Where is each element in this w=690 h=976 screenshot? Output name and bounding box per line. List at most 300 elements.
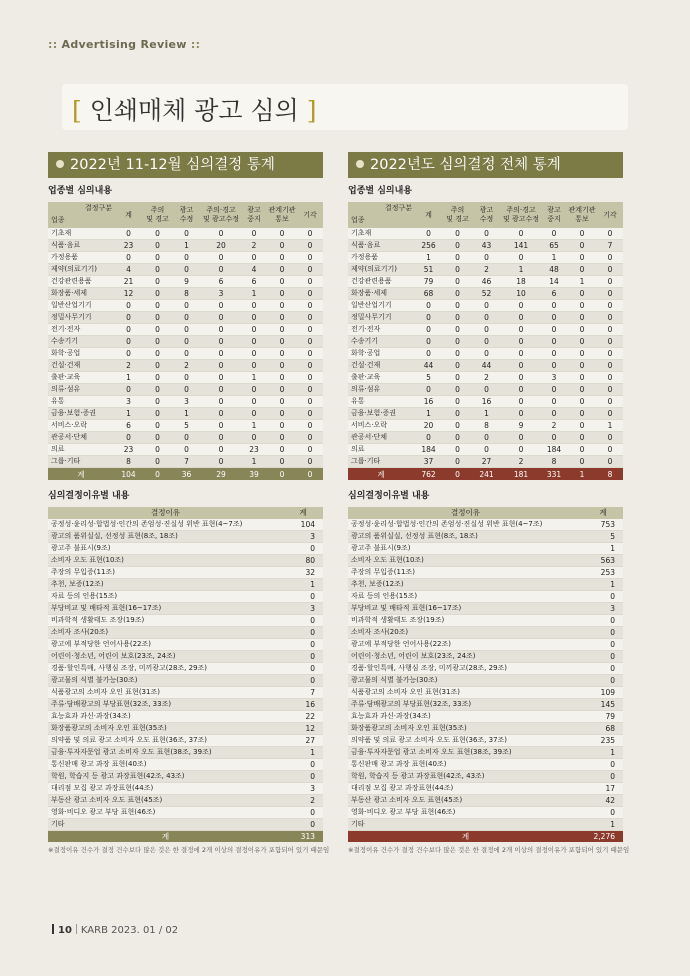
column-header: 주의·경고 및 광고수정	[201, 202, 241, 228]
cell-value: 0	[597, 456, 623, 468]
cell-value: 0	[241, 360, 267, 372]
reason-label: 화장품광고의 소비자 오인 표현(35조)	[48, 723, 283, 735]
table-row	[348, 555, 623, 567]
cell-value: 1	[501, 264, 541, 276]
table-row	[48, 735, 323, 747]
cell-value: 0	[143, 408, 172, 420]
reason-label: 추천, 보증(12조)	[348, 579, 583, 591]
reason-count: 0	[583, 807, 623, 819]
reason-label: 공정성·윤리성·합법성·인간의 존엄성·진실성 위반 표현(4~7조)	[348, 519, 583, 531]
row-label: 유통	[348, 396, 414, 408]
cell-value: 20	[414, 420, 443, 432]
row-label: 제약(의료기기)	[48, 264, 114, 276]
total-label: 계	[48, 831, 283, 843]
cell-value: 21	[114, 276, 143, 288]
cell-value: 3	[114, 396, 143, 408]
reason-count: 0	[283, 615, 323, 627]
row-label: 건강관련용품	[348, 276, 414, 288]
cell-value: 0	[241, 348, 267, 360]
table-row	[48, 795, 323, 807]
cell-value: 20	[201, 240, 241, 252]
reason-label: 대리점 모집 광고 과장표현(44조)	[348, 783, 583, 795]
reason-count: 753	[583, 519, 623, 531]
corner-top: 결정구분	[384, 204, 412, 212]
table-row	[348, 699, 623, 711]
cell-value: 0	[414, 228, 443, 240]
industry-table	[48, 202, 323, 480]
reason-header: 결정이유	[348, 507, 583, 519]
corner-bottom: 업종	[51, 216, 65, 224]
cell-value: 0	[201, 324, 241, 336]
cell-value: 0	[114, 432, 143, 444]
table-row	[48, 747, 323, 759]
cell-value: 0	[597, 312, 623, 324]
cell-value: 0	[472, 348, 501, 360]
cell-value: 1	[597, 420, 623, 432]
cell-value: 23	[114, 240, 143, 252]
reason-count: 0	[283, 663, 323, 675]
reason-label: 소비자 오도 표현(10조)	[48, 555, 283, 567]
cell-value: 37	[414, 456, 443, 468]
table-row	[48, 591, 323, 603]
reason-label: 화장품광고의 소비자 오인 표현(35조)	[348, 723, 583, 735]
cell-value: 0	[143, 324, 172, 336]
cell-value: 18	[501, 276, 541, 288]
cell-value: 0	[443, 312, 472, 324]
cell-value: 0	[597, 432, 623, 444]
cell-value: 1	[472, 408, 501, 420]
cell-value: 0	[541, 408, 567, 420]
footnote: ※결정이유 건수가 결정 건수보다 많은 것은 한 결정에 2개 이상의 결정이유가 포함되어 있기 때문임	[48, 846, 330, 855]
cell-value: 0	[172, 384, 201, 396]
table-row	[348, 348, 623, 360]
cell-value: 0	[567, 372, 597, 384]
reason-label: 의약품 및 의료 광고 소비자 오도 표현(36조, 37조)	[48, 735, 283, 747]
cell-value: 2	[541, 420, 567, 432]
reason-label: 광고에 부적당한 언어사용(22조)	[348, 639, 583, 651]
cell-value: 0	[597, 276, 623, 288]
cell-value: 0	[541, 432, 567, 444]
reason-label: 통신판매 광고 과장 표현(40조)	[348, 759, 583, 771]
reason-count: 22	[283, 711, 323, 723]
dots-right: ::	[190, 38, 201, 51]
reason-label: 식품광고의 소비자 오인 표현(31조)	[48, 687, 283, 699]
industry-table	[348, 202, 623, 480]
table-row	[348, 531, 623, 543]
table-row	[348, 324, 623, 336]
cell-value: 8	[541, 456, 567, 468]
reason-table-title: 심의결정이유별 내용	[348, 490, 430, 501]
row-label: 건설·건재	[48, 360, 114, 372]
count-header: 계	[583, 507, 623, 519]
table-row	[348, 795, 623, 807]
row-label: 화장품·세제	[348, 288, 414, 300]
cell-value: 0	[501, 300, 541, 312]
reason-count: 0	[583, 771, 623, 783]
cell-value: 2	[472, 264, 501, 276]
total-value: 241	[472, 468, 501, 480]
reason-label: 학원, 학습지 등 광고 과장표현(42조, 43조)	[48, 771, 283, 783]
table-row	[348, 627, 623, 639]
cell-value: 0	[267, 348, 297, 360]
cell-value: 0	[443, 264, 472, 276]
reason-count: 253	[583, 567, 623, 579]
table-row	[48, 324, 323, 336]
row-label: 그룹·기타	[48, 456, 114, 468]
cell-value: 0	[241, 396, 267, 408]
table-row	[348, 759, 623, 771]
cell-value: 0	[241, 408, 267, 420]
cell-value: 23	[241, 444, 267, 456]
cell-value: 44	[414, 360, 443, 372]
cell-value: 0	[114, 336, 143, 348]
right-column	[348, 152, 630, 855]
cell-value: 0	[443, 276, 472, 288]
corner-bottom: 업종	[351, 216, 365, 224]
cell-value: 0	[267, 372, 297, 384]
table-row	[348, 360, 623, 372]
cell-value: 0	[143, 444, 172, 456]
total-value: 2,276	[583, 831, 623, 843]
table-row	[48, 807, 323, 819]
cell-value: 0	[172, 312, 201, 324]
table-row	[48, 264, 323, 276]
total-value: 762	[414, 468, 443, 480]
cell-value: 0	[443, 444, 472, 456]
cell-value: 0	[172, 324, 201, 336]
table-row	[48, 240, 323, 252]
cell-value: 0	[143, 396, 172, 408]
cell-value: 0	[414, 300, 443, 312]
cell-value: 0	[443, 240, 472, 252]
cell-value: 0	[172, 336, 201, 348]
cell-value: 4	[114, 264, 143, 276]
table-row	[348, 747, 623, 759]
cell-value: 0	[241, 384, 267, 396]
cell-value: 0	[267, 276, 297, 288]
cell-value: 0	[114, 312, 143, 324]
row-label: 일반산업기기	[48, 300, 114, 312]
reason-count: 0	[583, 591, 623, 603]
table-row	[348, 819, 623, 831]
cell-value: 0	[472, 384, 501, 396]
cell-value: 0	[241, 252, 267, 264]
cell-value: 1	[241, 420, 267, 432]
reason-label: 금융·투자자문업 광고 소비자 오도 표현(38조, 39조)	[348, 747, 583, 759]
cell-value: 141	[501, 240, 541, 252]
cell-value: 0	[172, 228, 201, 240]
cell-value: 0	[501, 444, 541, 456]
cell-value: 0	[414, 324, 443, 336]
cell-value: 0	[443, 336, 472, 348]
cell-value: 0	[114, 228, 143, 240]
cell-value: 8	[172, 288, 201, 300]
cell-value: 0	[501, 252, 541, 264]
table-row	[348, 663, 623, 675]
reason-label: 통신판매 광고 과장 표현(40조)	[48, 759, 283, 771]
table-row	[348, 432, 623, 444]
reason-count: 3	[283, 783, 323, 795]
reason-count: 0	[283, 627, 323, 639]
reason-label: 주장의 무입증(11조)	[348, 567, 583, 579]
reason-count: 5	[583, 531, 623, 543]
cell-value: 8	[114, 456, 143, 468]
cell-value: 0	[501, 336, 541, 348]
cell-value: 0	[267, 252, 297, 264]
cell-value: 0	[443, 324, 472, 336]
cell-value: 79	[414, 276, 443, 288]
cell-value: 0	[172, 372, 201, 384]
table-row	[348, 240, 623, 252]
cell-value: 0	[172, 348, 201, 360]
left-section-title: 2022년 11-12월 심의결정 통계	[70, 157, 275, 173]
row-label: 그룹·기타	[348, 456, 414, 468]
cell-value: 0	[567, 384, 597, 396]
row-label: 기초재	[48, 228, 114, 240]
cell-value: 0	[472, 336, 501, 348]
row-label: 가정용품	[48, 252, 114, 264]
reason-label: 경품·할인특매, 사행심 조장, 미끼광고(28조, 29조)	[348, 663, 583, 675]
total-value: 104	[114, 468, 143, 480]
reason-count: 3	[283, 531, 323, 543]
cell-value: 0	[297, 408, 323, 420]
cell-value: 0	[472, 324, 501, 336]
reason-count: 79	[583, 711, 623, 723]
cell-value: 0	[297, 312, 323, 324]
reason-count: 0	[283, 819, 323, 831]
cell-value: 0	[541, 348, 567, 360]
cell-value: 0	[297, 324, 323, 336]
bullet-icon	[56, 160, 64, 168]
reason-label: 경품·할인특매, 사행심 조장, 미끼광고(28조, 29조)	[48, 663, 283, 675]
cell-value: 9	[172, 276, 201, 288]
reason-count: 17	[583, 783, 623, 795]
cell-value: 0	[297, 372, 323, 384]
cell-value: 0	[501, 384, 541, 396]
row-label: 화학·공업	[48, 348, 114, 360]
cell-value: 0	[201, 360, 241, 372]
table-row	[348, 651, 623, 663]
total-value: 36	[172, 468, 201, 480]
cell-value: 0	[267, 384, 297, 396]
table-row	[348, 783, 623, 795]
table-row	[48, 615, 323, 627]
table-row	[348, 384, 623, 396]
cell-value: 0	[267, 300, 297, 312]
reason-label: 추천, 보증(12조)	[48, 579, 283, 591]
cell-value: 0	[143, 312, 172, 324]
table-row	[348, 675, 623, 687]
reason-label: 소비자 조사(20조)	[48, 627, 283, 639]
cell-value: 0	[267, 312, 297, 324]
table-row	[348, 615, 623, 627]
cell-value: 0	[267, 408, 297, 420]
cell-value: 0	[297, 264, 323, 276]
table-row	[48, 567, 323, 579]
column-header: 기각	[597, 202, 623, 228]
cell-value: 0	[443, 384, 472, 396]
reason-table-title: 심의결정이유별 내용	[48, 490, 130, 501]
reason-table	[348, 507, 623, 843]
row-label: 화학·공업	[348, 348, 414, 360]
total-value: 0	[443, 468, 472, 480]
cell-value: 1	[172, 240, 201, 252]
cell-value: 1	[567, 276, 597, 288]
table-row	[348, 444, 623, 456]
cell-value: 0	[597, 348, 623, 360]
cell-value: 0	[597, 396, 623, 408]
cell-value: 0	[267, 444, 297, 456]
column-header: 관계기관 통보	[567, 202, 597, 228]
page-title	[72, 91, 317, 127]
table-row	[48, 543, 323, 555]
cell-value: 0	[143, 336, 172, 348]
table-row	[48, 288, 323, 300]
table-row	[48, 276, 323, 288]
table-row	[348, 228, 623, 240]
reason-label: 학원, 학습지 등 광고 과장표현(42조, 43조)	[348, 771, 583, 783]
cell-value: 184	[541, 444, 567, 456]
count-header: 계	[283, 507, 323, 519]
cell-value: 0	[172, 300, 201, 312]
cell-value: 0	[443, 228, 472, 240]
reason-label: 광고주 불표시(9조)	[48, 543, 283, 555]
cell-value: 0	[597, 288, 623, 300]
table-row	[348, 711, 623, 723]
table-row	[48, 639, 323, 651]
cell-value: 0	[267, 240, 297, 252]
cell-value: 43	[472, 240, 501, 252]
reason-label: 어린이·청소년, 어린이 보호(23조, 24조)	[348, 651, 583, 663]
reason-label: 비과학적 생활태도 조장(19조)	[348, 615, 583, 627]
row-label: 관공서·단체	[48, 432, 114, 444]
cell-value: 0	[201, 384, 241, 396]
cell-value: 0	[443, 408, 472, 420]
reason-count: 145	[583, 699, 623, 711]
cell-value: 16	[472, 396, 501, 408]
reason-label: 어린이·청소년, 어린이 보호(23조, 24조)	[48, 651, 283, 663]
cell-value: 1	[241, 456, 267, 468]
section-name: Advertising Review	[61, 38, 187, 51]
cell-value: 0	[414, 348, 443, 360]
reason-count: 0	[283, 675, 323, 687]
cell-value: 0	[267, 324, 297, 336]
cell-value: 4	[241, 264, 267, 276]
cell-value: 184	[414, 444, 443, 456]
cell-value: 51	[414, 264, 443, 276]
table-row	[348, 336, 623, 348]
cell-value: 16	[414, 396, 443, 408]
industry-table-title: 업종별 심의내용	[348, 186, 412, 196]
cell-value: 0	[143, 252, 172, 264]
cell-value: 0	[597, 444, 623, 456]
table-row	[348, 543, 623, 555]
row-label: 정밀사무기기	[348, 312, 414, 324]
corner-header	[348, 202, 414, 228]
industry-table-title: 업종별 심의내용	[48, 186, 112, 196]
cell-value: 0	[297, 276, 323, 288]
cell-value: 0	[143, 276, 172, 288]
table-row	[48, 336, 323, 348]
row-label: 출판·교육	[48, 372, 114, 384]
reason-count: 0	[283, 639, 323, 651]
reason-label: 소비자 조사(20조)	[348, 627, 583, 639]
column-header: 광고 수정	[172, 202, 201, 228]
cell-value: 0	[567, 420, 597, 432]
cell-value: 0	[297, 396, 323, 408]
cell-value: 6	[241, 276, 267, 288]
cell-value: 0	[267, 360, 297, 372]
table-row	[48, 456, 323, 468]
reason-count: 0	[283, 759, 323, 771]
column-header: 광고 수정	[472, 202, 501, 228]
table-row	[48, 531, 323, 543]
cell-value: 0	[143, 300, 172, 312]
corner-top: 결정구분	[84, 204, 112, 212]
row-label: 화장품·세제	[48, 288, 114, 300]
cell-value: 0	[501, 312, 541, 324]
row-label: 전기·전자	[348, 324, 414, 336]
cell-value: 0	[297, 420, 323, 432]
table-row	[48, 300, 323, 312]
cell-value: 0	[143, 348, 172, 360]
cell-value: 0	[567, 360, 597, 372]
cell-value: 1	[114, 372, 143, 384]
cell-value: 0	[172, 252, 201, 264]
section-label	[48, 38, 200, 51]
reason-count: 235	[583, 735, 623, 747]
row-label: 건강관련용품	[48, 276, 114, 288]
reason-label: 광고에 부적당한 언어사용(22조)	[48, 639, 283, 651]
reason-label: 의약품 및 의료 광고 소비자 오도 표현(36조, 37조)	[348, 735, 583, 747]
cell-value: 0	[501, 396, 541, 408]
cell-value: 0	[472, 444, 501, 456]
cell-value: 1	[414, 252, 443, 264]
cell-value: 0	[597, 252, 623, 264]
total-row	[348, 831, 623, 843]
row-label: 식품·음료	[48, 240, 114, 252]
reason-count: 27	[283, 735, 323, 747]
left-column	[48, 152, 330, 855]
row-label: 관공서·단체	[348, 432, 414, 444]
cell-value: 6	[201, 276, 241, 288]
cell-value: 0	[597, 324, 623, 336]
reason-label: 영화·비디오 광고 부당 표현(46조)	[48, 807, 283, 819]
cell-value: 27	[472, 456, 501, 468]
reason-count: 0	[583, 651, 623, 663]
cell-value: 0	[414, 384, 443, 396]
table-row	[348, 396, 623, 408]
cell-value: 0	[567, 312, 597, 324]
cell-value: 0	[443, 348, 472, 360]
reason-label: 주장의 무입증(11조)	[48, 567, 283, 579]
cell-value: 10	[501, 288, 541, 300]
row-label: 전기·전자	[48, 324, 114, 336]
cell-value: 0	[443, 360, 472, 372]
total-value: 39	[241, 468, 267, 480]
cell-value: 0	[443, 372, 472, 384]
cell-value: 0	[597, 372, 623, 384]
cell-value: 44	[472, 360, 501, 372]
cell-value: 0	[597, 408, 623, 420]
cell-value: 2	[501, 456, 541, 468]
cell-value: 0	[297, 360, 323, 372]
cell-value: 0	[541, 312, 567, 324]
cell-value: 0	[143, 240, 172, 252]
total-label: 계	[348, 831, 583, 843]
cell-value: 0	[414, 312, 443, 324]
reason-count: 0	[583, 663, 623, 675]
